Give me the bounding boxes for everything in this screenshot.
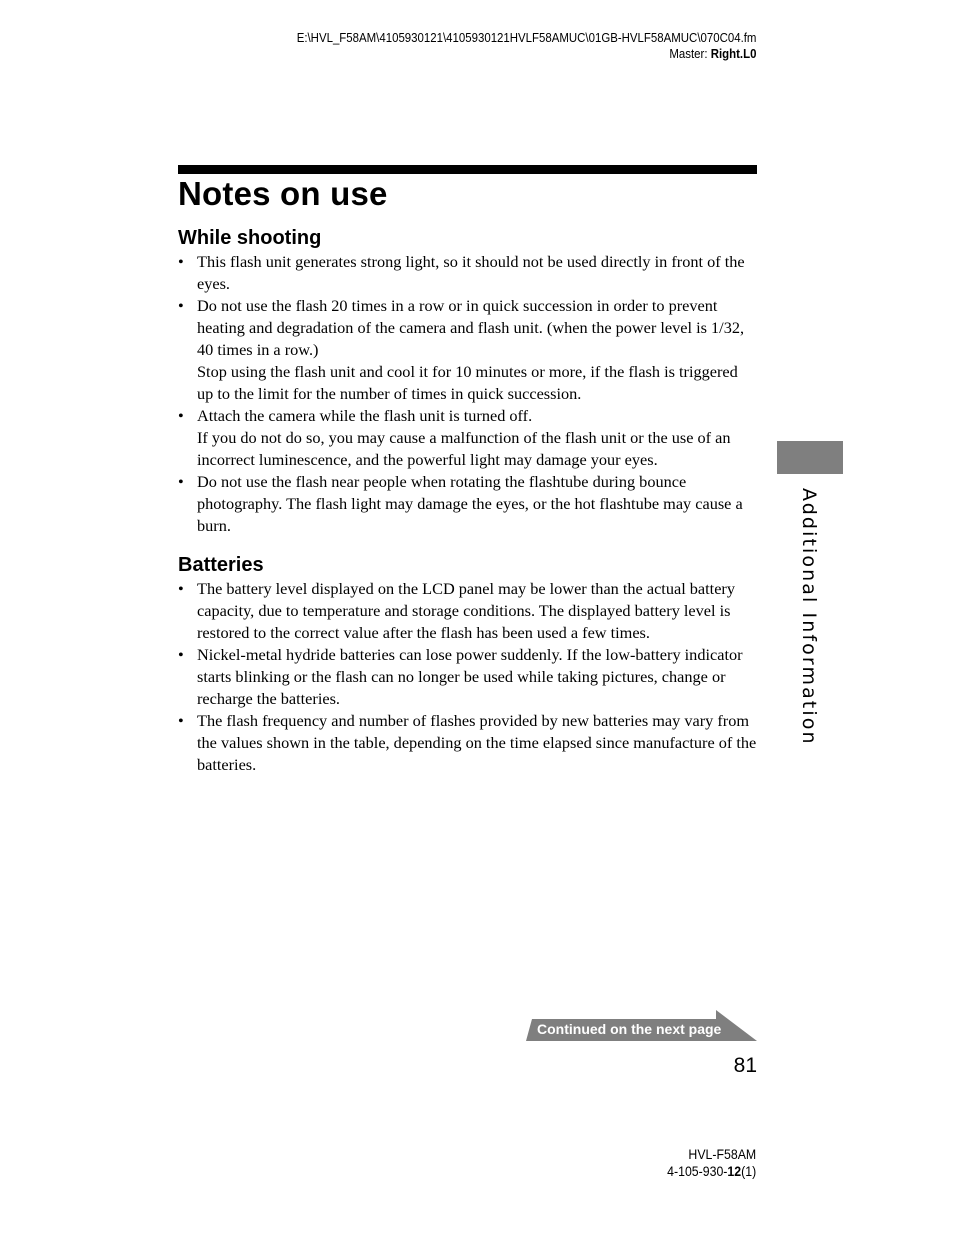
part-code-bold: 12 — [727, 1163, 741, 1179]
list-item-paragraph: If you do not do so, you may cause a malfunction of the flash unit or the use of an incorrect luminescence, and the powerful light may damage your eyes. — [197, 428, 731, 469]
bullet-list — [178, 251, 758, 537]
page-title: Notes on use — [178, 175, 388, 212]
list-item — [178, 471, 758, 537]
bullet-mark: • — [178, 472, 184, 491]
model-name: HVL-F58AM — [688, 1146, 756, 1162]
section-heading: Batteries — [178, 554, 264, 576]
list-item-paragraph: Nickel-metal hydride batteries can lose power suddenly. If the low-battery indicator starts blinking or the flash can no longer be used while taking pictures, change or recharge the batteries. — [197, 645, 743, 708]
list-item — [178, 644, 758, 710]
list-item-paragraph: Do not use the flash near people when rotating the flashtube during bounce photography. The flash light may damage the eyes, or the hot flashtube may cause a burn. — [197, 472, 743, 535]
list-item — [178, 251, 758, 295]
master-value: Right.L0 — [710, 46, 756, 61]
master-label: Master: — [668, 46, 711, 61]
section-tab-marker — [777, 441, 843, 474]
page-footer — [667, 1146, 756, 1180]
bullet-mark: • — [178, 645, 184, 664]
continued-text: Continued on the next page — [537, 1021, 722, 1037]
file-path: E:\HVL_F58AM\4105930121\4105930121HVLF58AMUC\01GB-HVLF58AMUC\070C04.fm — [296, 30, 756, 45]
list-item — [178, 578, 758, 644]
bullet-mark: • — [178, 579, 184, 598]
title-rule — [178, 165, 757, 174]
list-item-paragraph: Do not use the flash 20 times in a row or in quick succession in order to prevent heating and degradation of the camera and flash unit. (when the power level is 1/32, 40 times in a row.) — [197, 296, 745, 359]
page-header — [296, 30, 756, 62]
list-item-paragraph: This flash unit generates strong light, so it should not be used directly in front of the eyes. — [197, 252, 745, 293]
continued-banner — [526, 1010, 757, 1041]
part-code — [667, 1163, 756, 1180]
list-item-paragraph: The flash frequency and number of flashes provided by new batteries may vary from the values shown in the table, depending on the time elapsed since manufacture of the batteries. — [197, 711, 757, 774]
bullet-mark: • — [178, 252, 184, 271]
list-item — [178, 295, 758, 405]
bullet-mark: • — [178, 406, 184, 425]
side-section-label: Additional Information — [798, 488, 820, 746]
list-item-paragraph: The battery level displayed on the LCD panel may be lower than the actual battery capacity, due to temperature and storage conditions. The displayed battery level is restored to the correct value after the flash has been used a few times. — [197, 579, 735, 642]
page-number: 81 — [733, 1054, 757, 1077]
section-batteries — [178, 552, 758, 776]
list-item-paragraph: Attach the camera while the flash unit is turned off. — [197, 406, 533, 425]
list-item — [178, 710, 758, 776]
bullet-mark: • — [178, 711, 184, 730]
section-heading: While shooting — [178, 227, 322, 249]
list-item — [178, 405, 758, 471]
bullet-mark: • — [178, 296, 184, 315]
list-item-paragraph: Stop using the flash unit and cool it for 10 minutes or more, if the flash is triggered up to the limit for the number of times in quick succession. — [197, 362, 738, 403]
bullet-list — [178, 578, 758, 776]
part-code-prefix: 4-105-930- — [666, 1163, 728, 1179]
part-code-suffix: (1) — [740, 1163, 756, 1179]
master-line — [296, 46, 756, 62]
section-while-shooting — [178, 225, 758, 537]
